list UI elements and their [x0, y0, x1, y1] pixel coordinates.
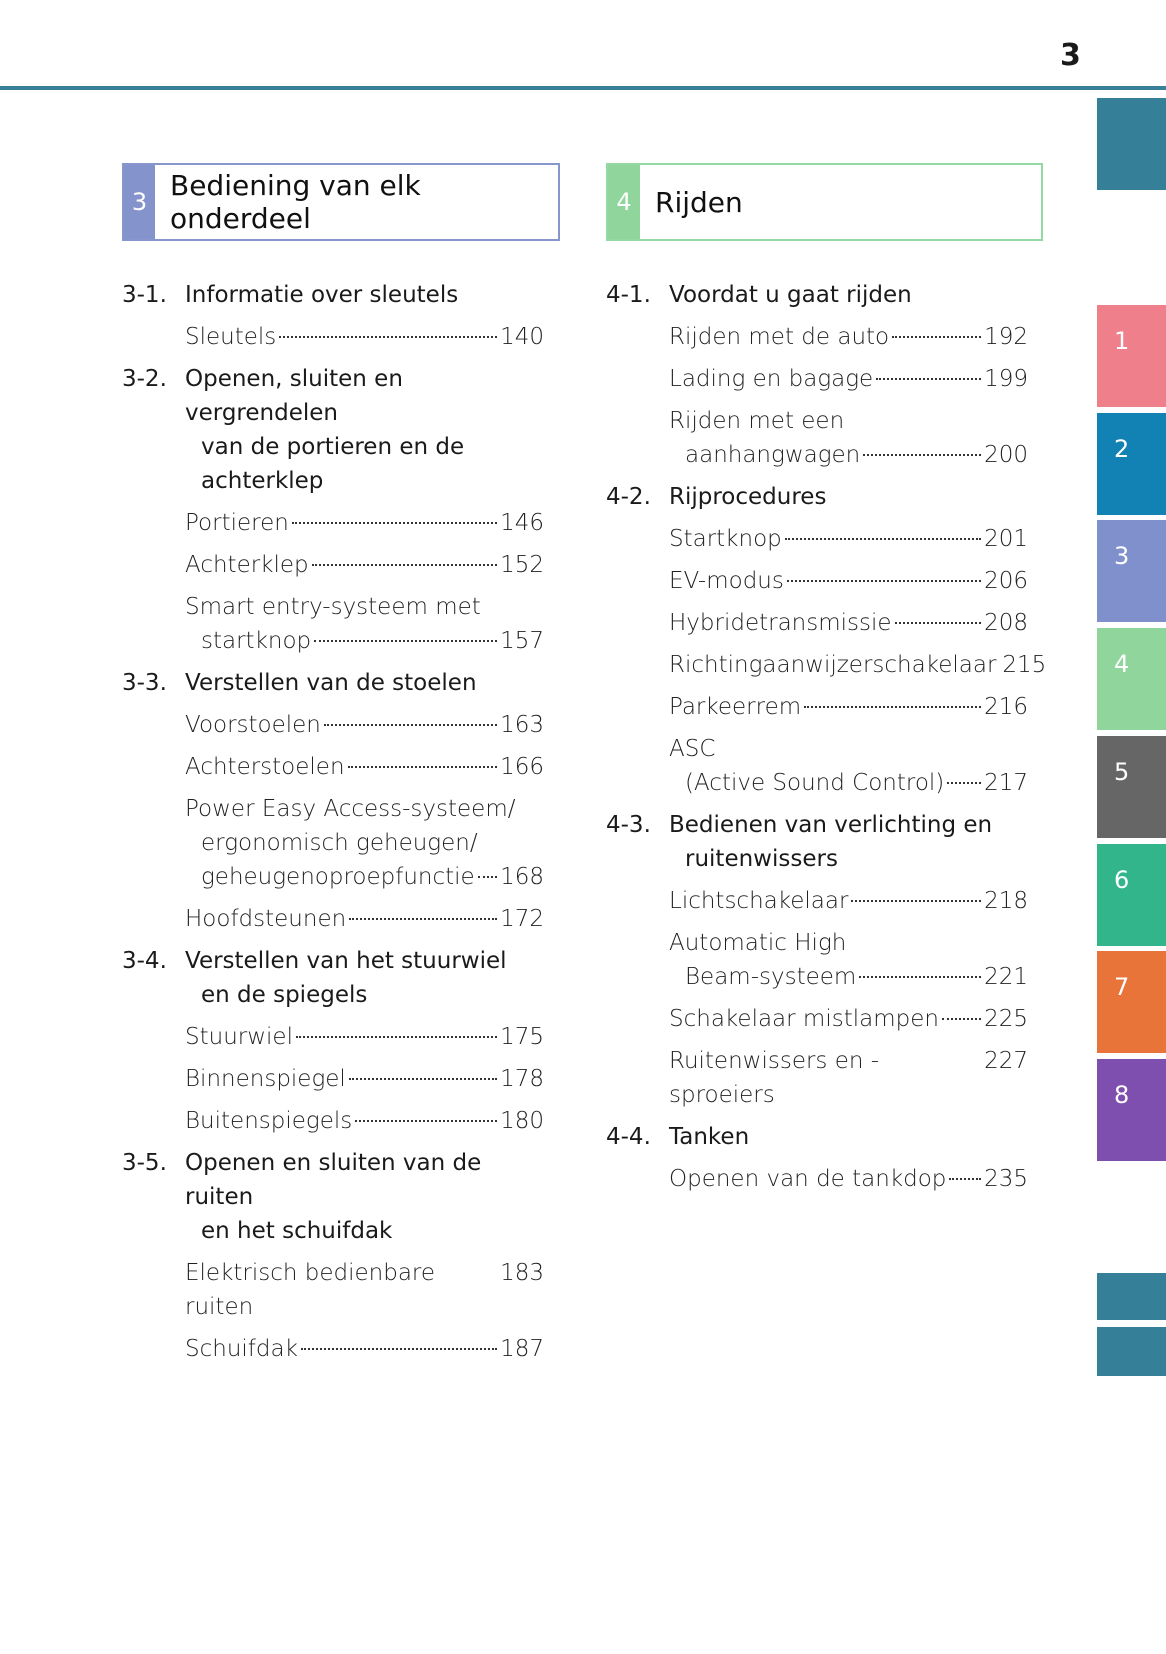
dot-leader — [296, 1036, 497, 1038]
toc-entry-text: Schakelaar mistlampen — [669, 1006, 939, 1032]
side-tab-1[interactable]: 1 — [1097, 305, 1166, 407]
toc-entry[interactable] — [669, 1162, 1028, 1196]
toc-entry-text: aanhangwagen — [685, 442, 861, 468]
chapter-number: 3 — [124, 165, 155, 239]
toc-entry[interactable] — [669, 564, 1028, 598]
toc-entry[interactable] — [669, 926, 1028, 994]
toc-entry-line — [185, 1332, 544, 1366]
section-title-line: achterklep — [201, 468, 324, 494]
section-number: 3-5. — [122, 1150, 167, 1176]
dot-leader — [785, 538, 981, 540]
toc-column-chapter-3 — [122, 270, 544, 1366]
section-title-line: Openen, sluiten en vergrendelen — [185, 366, 403, 426]
dot-leader — [292, 522, 497, 524]
dot-leader — [876, 378, 981, 380]
header-rule — [0, 86, 1166, 90]
page-number-ref[interactable]: 175 — [500, 1024, 544, 1050]
toc-entry[interactable] — [669, 884, 1028, 918]
section-heading[interactable] — [122, 278, 544, 312]
dot-leader — [949, 1178, 981, 1180]
side-tab-index-2[interactable] — [1097, 1327, 1166, 1376]
section-heading[interactable] — [122, 666, 544, 700]
toc-entry-text: Lading en bagage — [669, 366, 874, 392]
page-number-ref[interactable]: 180 — [500, 1108, 544, 1134]
side-tab-6[interactable]: 6 — [1097, 844, 1166, 946]
toc-entry-text: EV-modus — [669, 568, 784, 594]
page-number-ref[interactable]: 225 — [984, 1006, 1028, 1032]
toc-entry-text: Parkeerrem — [669, 694, 802, 720]
section-heading[interactable] — [122, 362, 544, 498]
page-number-ref[interactable]: 157 — [500, 628, 544, 654]
toc-entry[interactable] — [669, 732, 1028, 800]
page-number-ref[interactable]: 235 — [984, 1166, 1028, 1192]
toc-entry-text: Achterklep — [185, 552, 309, 578]
section-number: 4-4. — [606, 1124, 651, 1150]
toc-entry[interactable] — [185, 506, 544, 540]
toc-entry[interactable] — [185, 548, 544, 582]
toc-entry-text: geheugenoproepfunctie — [201, 864, 475, 890]
dot-leader — [348, 766, 498, 768]
toc-entry-line — [669, 648, 1047, 682]
section-title — [185, 666, 544, 700]
section-title — [185, 362, 544, 498]
toc-entry-text: Automatic High — [669, 930, 847, 956]
dot-leader — [895, 622, 982, 624]
toc-entry-text: Stuurwiel — [185, 1024, 293, 1050]
toc-entry-line — [185, 750, 544, 784]
page-number-ref[interactable]: 221 — [984, 964, 1028, 990]
dot-leader — [349, 918, 497, 920]
toc-entry-text: Elektrisch bedienbare ruiten — [185, 1260, 436, 1320]
section-title-line: Verstellen van het stuurwiel — [185, 948, 507, 974]
toc-entry[interactable] — [185, 590, 544, 658]
dot-leader — [355, 1120, 497, 1122]
page-number-ref[interactable]: 217 — [984, 770, 1028, 796]
toc-entry-line — [185, 826, 544, 860]
toc-entry-line — [185, 902, 544, 936]
chapter-title: Bediening van elk onderdeel — [170, 169, 421, 235]
section-heading[interactable] — [606, 808, 1028, 876]
toc-entry-line — [669, 1162, 1028, 1196]
dot-leader — [279, 336, 497, 338]
section-title-line: Tanken — [669, 1124, 750, 1150]
toc-entry-line — [669, 438, 1028, 472]
section-heading[interactable] — [122, 1146, 544, 1248]
toc-entry[interactable] — [669, 362, 1028, 396]
toc-entry-text: Startknop — [669, 526, 782, 552]
dot-leader — [804, 706, 981, 708]
page-number-ref[interactable]: 199 — [984, 366, 1028, 392]
toc-entry-line — [185, 792, 544, 826]
toc-entry-text: Openen van de tankdop — [669, 1166, 947, 1192]
toc-entry-text: Lichtschakelaar — [669, 888, 849, 914]
side-tab-top[interactable] — [1097, 98, 1166, 190]
section-number: 3-1. — [122, 282, 167, 308]
toc-entry[interactable] — [669, 404, 1028, 472]
chapter-title: Rijden — [655, 185, 743, 219]
toc-entry-text: Power Easy Access-systeem/ — [185, 796, 516, 822]
section-title — [669, 278, 1028, 312]
toc-entry[interactable] — [185, 1104, 544, 1138]
page-number-ref[interactable]: 206 — [984, 568, 1028, 594]
section-title — [185, 1146, 544, 1248]
toc-entry[interactable] — [185, 750, 544, 784]
page-number-ref[interactable]: 140 — [500, 324, 544, 350]
dot-leader — [851, 900, 981, 902]
toc-entry-text: Achterstoelen — [185, 754, 345, 780]
toc-entry-line — [669, 884, 1028, 918]
toc-entry-text: Smart entry-systeem met — [185, 594, 481, 620]
toc-entry-line — [185, 624, 544, 658]
page-number-ref[interactable]: 201 — [984, 526, 1028, 552]
toc-entry-line — [185, 1256, 544, 1324]
toc-entry-line — [669, 766, 1028, 800]
toc-entry-line — [669, 690, 1028, 724]
page-number-ref[interactable]: 216 — [984, 694, 1028, 720]
section-title — [185, 944, 544, 1012]
page-number-ref[interactable]: 183 — [500, 1260, 544, 1286]
dot-leader — [787, 580, 981, 582]
toc-entry-line — [185, 548, 544, 582]
toc-entry-line — [669, 362, 1028, 396]
dot-leader — [312, 564, 497, 566]
page-number-ref[interactable]: 172 — [500, 906, 544, 932]
section-title-line: Openen en sluiten van de ruiten — [185, 1150, 482, 1210]
side-tab-8[interactable]: 8 — [1097, 1059, 1166, 1161]
toc-entry[interactable] — [669, 1044, 1028, 1112]
toc-entry-text: Rijden met een — [669, 408, 845, 434]
dot-leader — [859, 976, 981, 978]
section-number: 3-4. — [122, 948, 167, 974]
toc-entry-line — [669, 564, 1028, 598]
side-tab-7[interactable]: 7 — [1097, 951, 1166, 1053]
toc-entry[interactable] — [185, 1256, 544, 1324]
toc-entry-line — [669, 960, 1028, 994]
toc-entry-line — [185, 708, 544, 742]
dot-leader — [942, 1018, 981, 1020]
section-title-line: Voordat u gaat rijden — [669, 282, 912, 308]
toc-entry-text: Portieren — [185, 510, 289, 536]
toc-entry-line — [669, 522, 1028, 556]
dot-leader — [324, 724, 497, 726]
section-title — [669, 808, 1028, 876]
page-number-ref[interactable]: 166 — [500, 754, 544, 780]
toc-entry-text: Buitenspiegels — [185, 1108, 353, 1134]
toc-entry-text: Richtingaanwijzerschakelaar — [669, 652, 997, 678]
section-title-line: Bedienen van verlichting en — [669, 812, 993, 838]
toc-entry-line — [669, 606, 1028, 640]
toc-entry-text: Rijden met de auto — [669, 324, 890, 350]
section-heading[interactable] — [606, 480, 1028, 514]
section-title-line: Informatie over sleutels — [185, 282, 459, 308]
section-title-line: en de spiegels — [201, 982, 368, 1008]
toc-entry-line — [185, 1104, 544, 1138]
toc-entry[interactable] — [669, 648, 1047, 682]
dot-leader — [892, 336, 981, 338]
toc-entry[interactable] — [185, 902, 544, 936]
page-number-ref[interactable]: 218 — [984, 888, 1028, 914]
page-number-ref[interactable]: 215 — [1002, 652, 1047, 678]
toc-entry-text: ergonomisch geheugen/ — [201, 830, 478, 856]
toc-entry-text: Hybridetransmissie — [669, 610, 892, 636]
toc-entry-line — [185, 1062, 544, 1096]
dot-leader — [863, 454, 981, 456]
toc-entry[interactable] — [185, 1062, 544, 1096]
page-number-ref[interactable]: 146 — [500, 510, 544, 536]
page-number-ref[interactable]: 178 — [500, 1066, 544, 1092]
toc-entry-text: startknop — [201, 628, 312, 654]
toc-entry-line — [185, 506, 544, 540]
section-number: 3-3. — [122, 670, 167, 696]
section-title-line: en het schuifdak — [201, 1218, 393, 1244]
toc-entry[interactable] — [185, 708, 544, 742]
side-tab-5[interactable]: 5 — [1097, 736, 1166, 838]
toc-entry[interactable] — [185, 320, 544, 354]
toc-entry-text: Beam-systeem — [685, 964, 857, 990]
section-title-line: ruitenwissers — [685, 846, 838, 872]
page-number-ref[interactable]: 163 — [500, 712, 544, 738]
toc-entry[interactable] — [185, 1332, 544, 1366]
page-number-ref[interactable]: 200 — [984, 442, 1028, 468]
page-number-ref[interactable]: 192 — [984, 324, 1028, 350]
side-tab-3[interactable]: 3 — [1097, 520, 1166, 622]
section-number: 3-2. — [122, 366, 167, 392]
page-number-ref[interactable]: 168 — [500, 864, 544, 890]
toc-entry-text: ASC — [669, 736, 716, 762]
toc-entry[interactable] — [185, 792, 544, 894]
page-number-ref[interactable]: 152 — [500, 552, 544, 578]
chapter-3-header — [122, 163, 560, 241]
section-number: 4-1. — [606, 282, 651, 308]
toc-entry-text: Voorstoelen — [185, 712, 321, 738]
toc-entry[interactable] — [669, 320, 1028, 354]
section-heading[interactable] — [606, 278, 1028, 312]
toc-entry-line — [669, 320, 1028, 354]
page-number: 3 — [1060, 38, 1081, 73]
section-heading[interactable] — [606, 1120, 1028, 1154]
toc-entry-text: Hoofdsteunen — [185, 906, 347, 932]
toc-entry-line — [185, 590, 544, 624]
page-number-ref[interactable]: 208 — [984, 610, 1028, 636]
dot-leader — [314, 640, 497, 642]
chapter-4-header — [606, 163, 1043, 241]
dot-leader — [349, 1078, 497, 1080]
toc-entry[interactable] — [669, 522, 1028, 556]
page-number-ref[interactable]: 187 — [500, 1336, 544, 1362]
toc-entry-text: Ruitenwissers en -sproeiers — [669, 1048, 880, 1108]
section-number: 4-3. — [606, 812, 651, 838]
section-title-line: van de portieren en de — [201, 434, 465, 460]
section-title — [669, 480, 1028, 514]
toc-entry-line — [185, 1020, 544, 1054]
toc-entry-line — [185, 860, 544, 894]
toc-entry-text: Sleutels — [185, 324, 277, 350]
toc-entry-text: (Active Sound Control) — [685, 770, 945, 796]
toc-entry[interactable] — [669, 606, 1028, 640]
section-heading[interactable] — [122, 944, 544, 1012]
side-tab-2[interactable]: 2 — [1097, 413, 1166, 515]
toc-column-chapter-4 — [606, 270, 1047, 1196]
chapter-number: 4 — [608, 165, 640, 239]
toc-entry-line — [669, 1002, 1028, 1036]
toc-entry[interactable] — [669, 690, 1028, 724]
toc-entry-line — [669, 1044, 1028, 1112]
toc-entry-line — [185, 320, 544, 354]
section-number: 4-2. — [606, 484, 651, 510]
section-title — [185, 278, 544, 312]
side-tab-index-1[interactable] — [1097, 1273, 1166, 1320]
dot-leader — [947, 782, 981, 784]
section-title — [669, 1120, 1028, 1154]
toc-entry-line — [669, 404, 1028, 438]
toc-entry-line — [669, 926, 1028, 960]
toc-entry[interactable] — [185, 1020, 544, 1054]
toc-entry-text: Binnenspiegel — [185, 1066, 346, 1092]
page-number-ref[interactable]: 227 — [984, 1048, 1028, 1074]
toc-entry-line — [669, 732, 1028, 766]
section-title-line: Rijprocedures — [669, 484, 827, 510]
toc-entry[interactable] — [669, 1002, 1028, 1036]
dot-leader — [478, 876, 497, 878]
section-title-line: Verstellen van de stoelen — [185, 670, 477, 696]
side-tab-4[interactable]: 4 — [1097, 628, 1166, 730]
dot-leader — [301, 1348, 497, 1350]
toc-entry-text: Schuifdak — [185, 1336, 298, 1362]
